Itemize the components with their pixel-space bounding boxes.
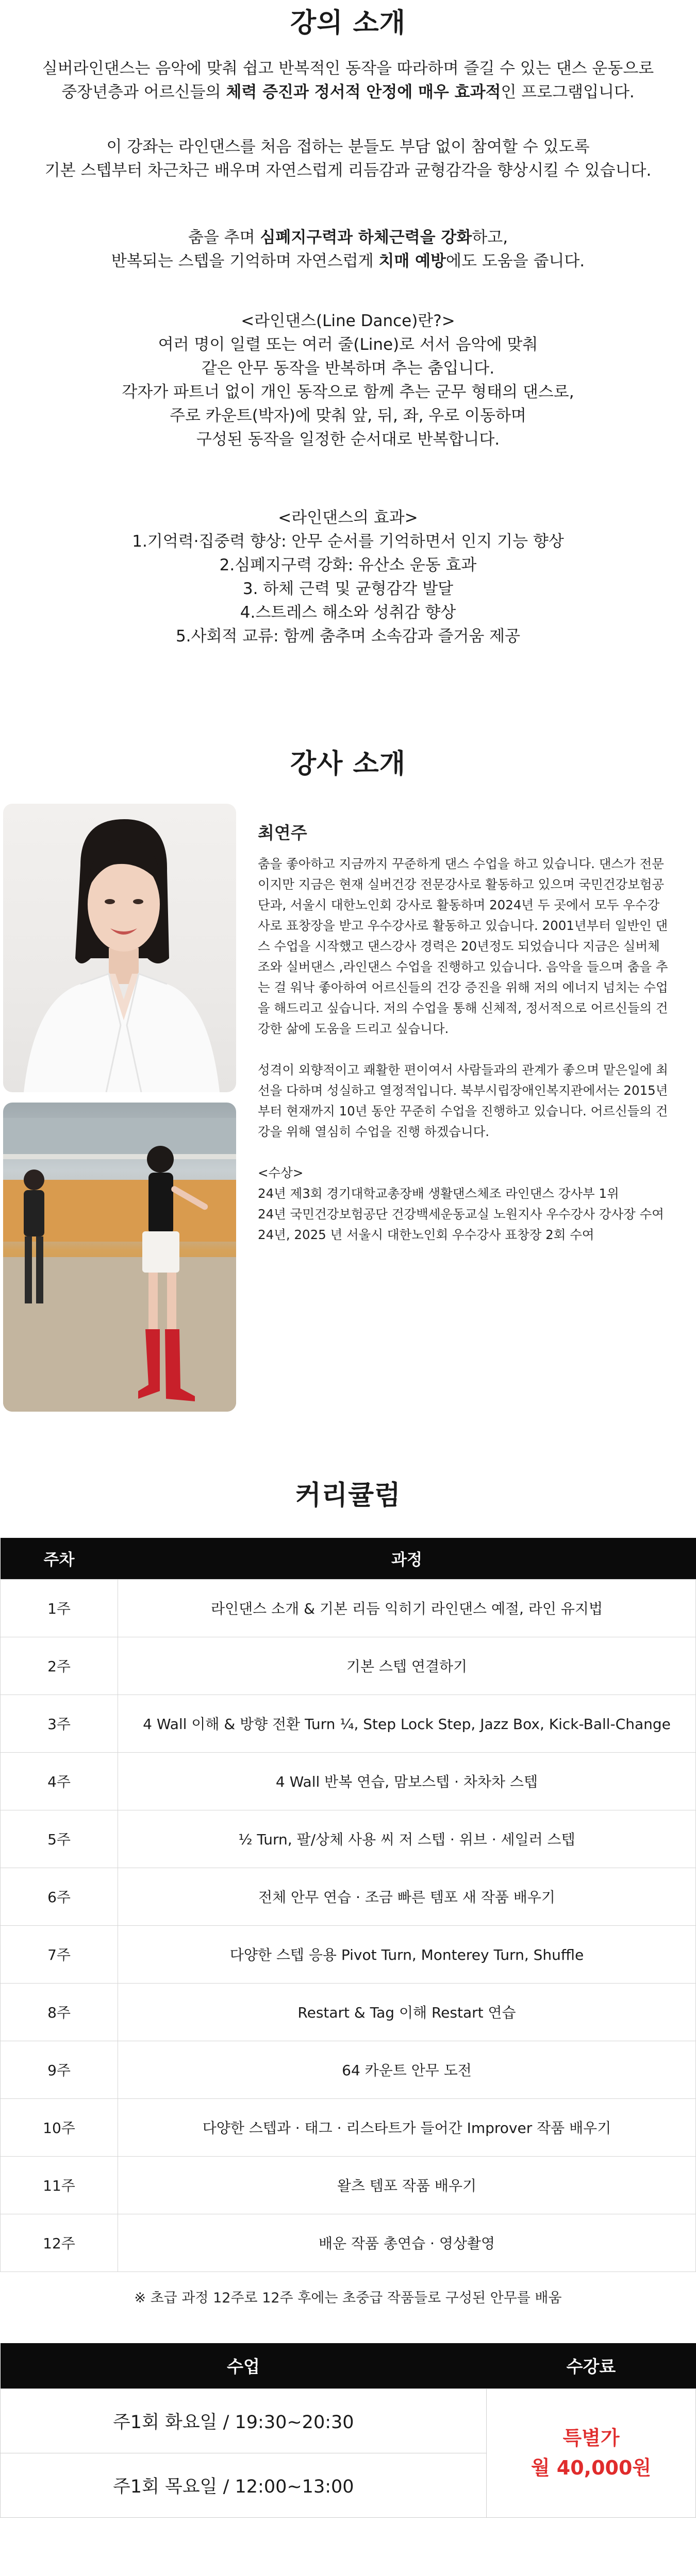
table-row bbox=[1, 2214, 696, 2272]
week-cell: 7주 bbox=[1, 1925, 118, 1983]
week-cell: 11주 bbox=[1, 2156, 118, 2214]
fee-label: 특별가 bbox=[562, 2427, 620, 2449]
instructor-title: 강사 소개 bbox=[290, 749, 406, 779]
class-column-header: 수업 bbox=[1, 2343, 487, 2388]
class-time-cell: 주1회 목요일 / 12:00~13:00 bbox=[1, 2453, 487, 2517]
schedule-header-row bbox=[1, 2343, 696, 2388]
line-dance-effects: <라인댄스의 효과> 1.기억력·집중력 향상: 안무 순서를 기억하면서 인지 기능 향상 2.심폐지구력 강화: 유산소 운동 효과 3. 하체 근력 및 균형감각 발달 4.스트레스 해소와 성취감 향상 5.사회적 교류: 함께 춤추며 소속감과 즐거움 제공 bbox=[0, 506, 696, 648]
effects-heading: <라인댄스의 효과> bbox=[278, 509, 418, 527]
intro-paragraph-3: 춤을 추며 심폐지구력과 하체근력을 강화하고, 반복되는 스텝을 기억하며 자연스럽게 치매 예방에도 도움을 줍니다. bbox=[111, 228, 585, 270]
table-row bbox=[1, 1694, 696, 1752]
week-cell: 1주 bbox=[1, 1579, 118, 1637]
course-column-header: 과정 bbox=[118, 1538, 696, 1579]
portrait-illustration bbox=[3, 804, 236, 1092]
bio-paragraph-2: 성격이 외향적이고 쾌활한 편이여서 사람들과의 관계가 좋으며 맡은일에 최선을 다하며 성실하고 열정적입니다. 북부시립장애인복지관에서는 2015년부터 현재까지 10년 동안 꾸준히 수업을 진행하고 있습니다. 어르신들의 건강을 위해 열심히 수업을 진행 하겠습니다. bbox=[258, 1062, 668, 1139]
definition-heading: <라인댄스(Line Dance)란?> bbox=[241, 312, 455, 330]
class-time-cell: 주1회 화요일 / 19:30~20:30 bbox=[1, 2388, 487, 2453]
fee-cell bbox=[487, 2388, 696, 2517]
course-cell: 라인댄스 소개 & 기본 리듬 익히기 라인댄스 예절, 라인 유지법 bbox=[118, 1579, 696, 1637]
curriculum-note: ※ 초급 과정 12주로 12주 후에는 초중급 작품들로 구성된 안무를 배움 bbox=[134, 2290, 562, 2306]
week-cell: 10주 bbox=[1, 2098, 118, 2156]
fee-column-header: 수강료 bbox=[487, 2343, 696, 2388]
course-cell: 4 Wall 이해 & 방향 전환 Turn ¼, Step Lock Step, Jazz Box, Kick-Ball-Change bbox=[118, 1694, 696, 1752]
course-cell: 다양한 스텝 응용 Pivot Turn, Monterey Turn, Shuffle bbox=[118, 1925, 696, 1983]
course-cell: Restart & Tag 이해 Restart 연습 bbox=[118, 1983, 696, 2041]
table-row bbox=[1, 1810, 696, 1868]
course-cell: 4 Wall 반복 연습, 맘보스텝 · 차차차 스텝 bbox=[118, 1752, 696, 1810]
table-row bbox=[1, 1868, 696, 1925]
course-cell: 다양한 스텝과 · 태그 · 리스타트가 들어간 Improver 작품 배우기 bbox=[118, 2098, 696, 2156]
table-row bbox=[1, 2041, 696, 2098]
week-cell: 12주 bbox=[1, 2214, 118, 2272]
instructor-dance-photo bbox=[3, 1103, 236, 1412]
course-cell: 64 카운트 안무 도전 bbox=[118, 2041, 696, 2098]
week-cell: 3주 bbox=[1, 1694, 118, 1752]
bio-paragraph-1: 춤을 좋아하고 지금까지 꾸준하게 댄스 수업을 하고 있습니다. 댄스가 전문이지만 지금은 현재 실버건강 전문강사로 활동하고 있으며 국민건강보험공단과, 서울시 대한노인회 강사로 활동하며 2024년 두 곳에서 모두 우수강사로 표창장을 받고 우수강사로 활동하고 있습니다. 2001년부터 일반인 댄스 수업을 시작했고 댄스강사 경력은 20년정도 되었습니다 지금은 실버체조와 실버댄스 ,라인댄스 수업을 진행하고 있습니다. 음악을 들으며 춤을 추는 걸 워낙 좋아하여 어르신들의 건강 증진을 위해 저의 에너지 넘치는 수업을 해드리고 싶습니다. 저의 수업을 통해 신체적, 정서적으로 어르신들의 건강한 삶에 도움을 드리고 싶습니다. bbox=[258, 856, 668, 1036]
week-cell: 8주 bbox=[1, 1983, 118, 2041]
table-row bbox=[1, 1637, 696, 1694]
instructor-name: 최연주 bbox=[258, 823, 307, 843]
course-cell: 기본 스텝 연결하기 bbox=[118, 1637, 696, 1694]
course-cell: ½ Turn, 팔/상체 사용 씨 저 스텝 · 위브 · 세일러 스텝 bbox=[118, 1810, 696, 1868]
course-cell: 왈츠 템포 작품 배우기 bbox=[118, 2156, 696, 2214]
curriculum-header-row bbox=[1, 1538, 696, 1579]
intro-title: 강의 소개 bbox=[290, 8, 406, 39]
intro-paragraph-2: 이 강좌는 라인댄스를 처음 접하는 분들도 부담 없이 참여할 수 있도록 기본 스텝부터 차근차근 배우며 자연스럽게 리듬감과 균형감각을 향상시킬 수 있습니다. bbox=[44, 138, 652, 180]
course-cell: 배운 작품 총연습 · 영상촬영 bbox=[118, 2214, 696, 2272]
instructor-bio bbox=[258, 822, 670, 1245]
course-cell: 전체 안무 연습 · 조금 빠른 템포 새 작품 배우기 bbox=[118, 1868, 696, 1925]
award-item: 24년 제3회 경기대학교총장배 생활댄스체조 라인댄스 강사부 1위 bbox=[258, 1186, 619, 1201]
table-row bbox=[1, 1752, 696, 1810]
table-row bbox=[1, 2156, 696, 2214]
award-item: 24년 국민건강보험공단 건강백세운동교실 노원지사 우수강사 강사장 수여 bbox=[258, 1207, 664, 1222]
table-row bbox=[1, 1925, 696, 1983]
table-row bbox=[1, 2098, 696, 2156]
week-cell: 4주 bbox=[1, 1752, 118, 1810]
week-cell: 9주 bbox=[1, 2041, 118, 2098]
intro-paragraph-1: 실버라인댄스는 음악에 맞춰 쉽고 반복적인 동작을 따라하며 즐길 수 있는 댄스 운동으로 중장년층과 어르신들의 체력 증진과 정서적 안정에 매우 효과적인 프로그램입니다. bbox=[42, 59, 654, 101]
week-cell: 2주 bbox=[1, 1637, 118, 1694]
curriculum-table bbox=[0, 1538, 696, 2272]
table-row bbox=[1, 1983, 696, 2041]
instructor-portrait-photo bbox=[3, 804, 236, 1092]
week-column-header: 주차 bbox=[1, 1538, 118, 1579]
line-dance-definition: <라인댄스(Line Dance)란?> 여러 명이 일렬 또는 여러 줄(Line)로 서서 음악에 맞춰 같은 안무 동작을 반복하며 추는 춤입니다. 각자가 파트너 없이 개인 동작으로 함께 추는 군무 형태의 댄스로, 주로 카운트(박자)에 맞춰 앞, 뒤, 좌, 우로 이동하며 구성된 동작을 일정한 순서대로 반복합니다. bbox=[0, 309, 696, 451]
table-row bbox=[1, 1579, 696, 1637]
table-row bbox=[1, 2388, 696, 2453]
week-cell: 6주 bbox=[1, 1868, 118, 1925]
dance-illustration bbox=[3, 1103, 236, 1412]
week-cell: 5주 bbox=[1, 1810, 118, 1868]
award-item: 24년, 2025 년 서울시 대한노인회 우수강사 표창장 2회 수여 bbox=[258, 1227, 594, 1242]
schedule-table bbox=[0, 2343, 696, 2518]
fee-amount: 월 40,000원 bbox=[531, 2456, 652, 2479]
curriculum-title: 커리큘럼 bbox=[295, 1480, 401, 1511]
awards-heading: <수상> bbox=[258, 1165, 304, 1180]
